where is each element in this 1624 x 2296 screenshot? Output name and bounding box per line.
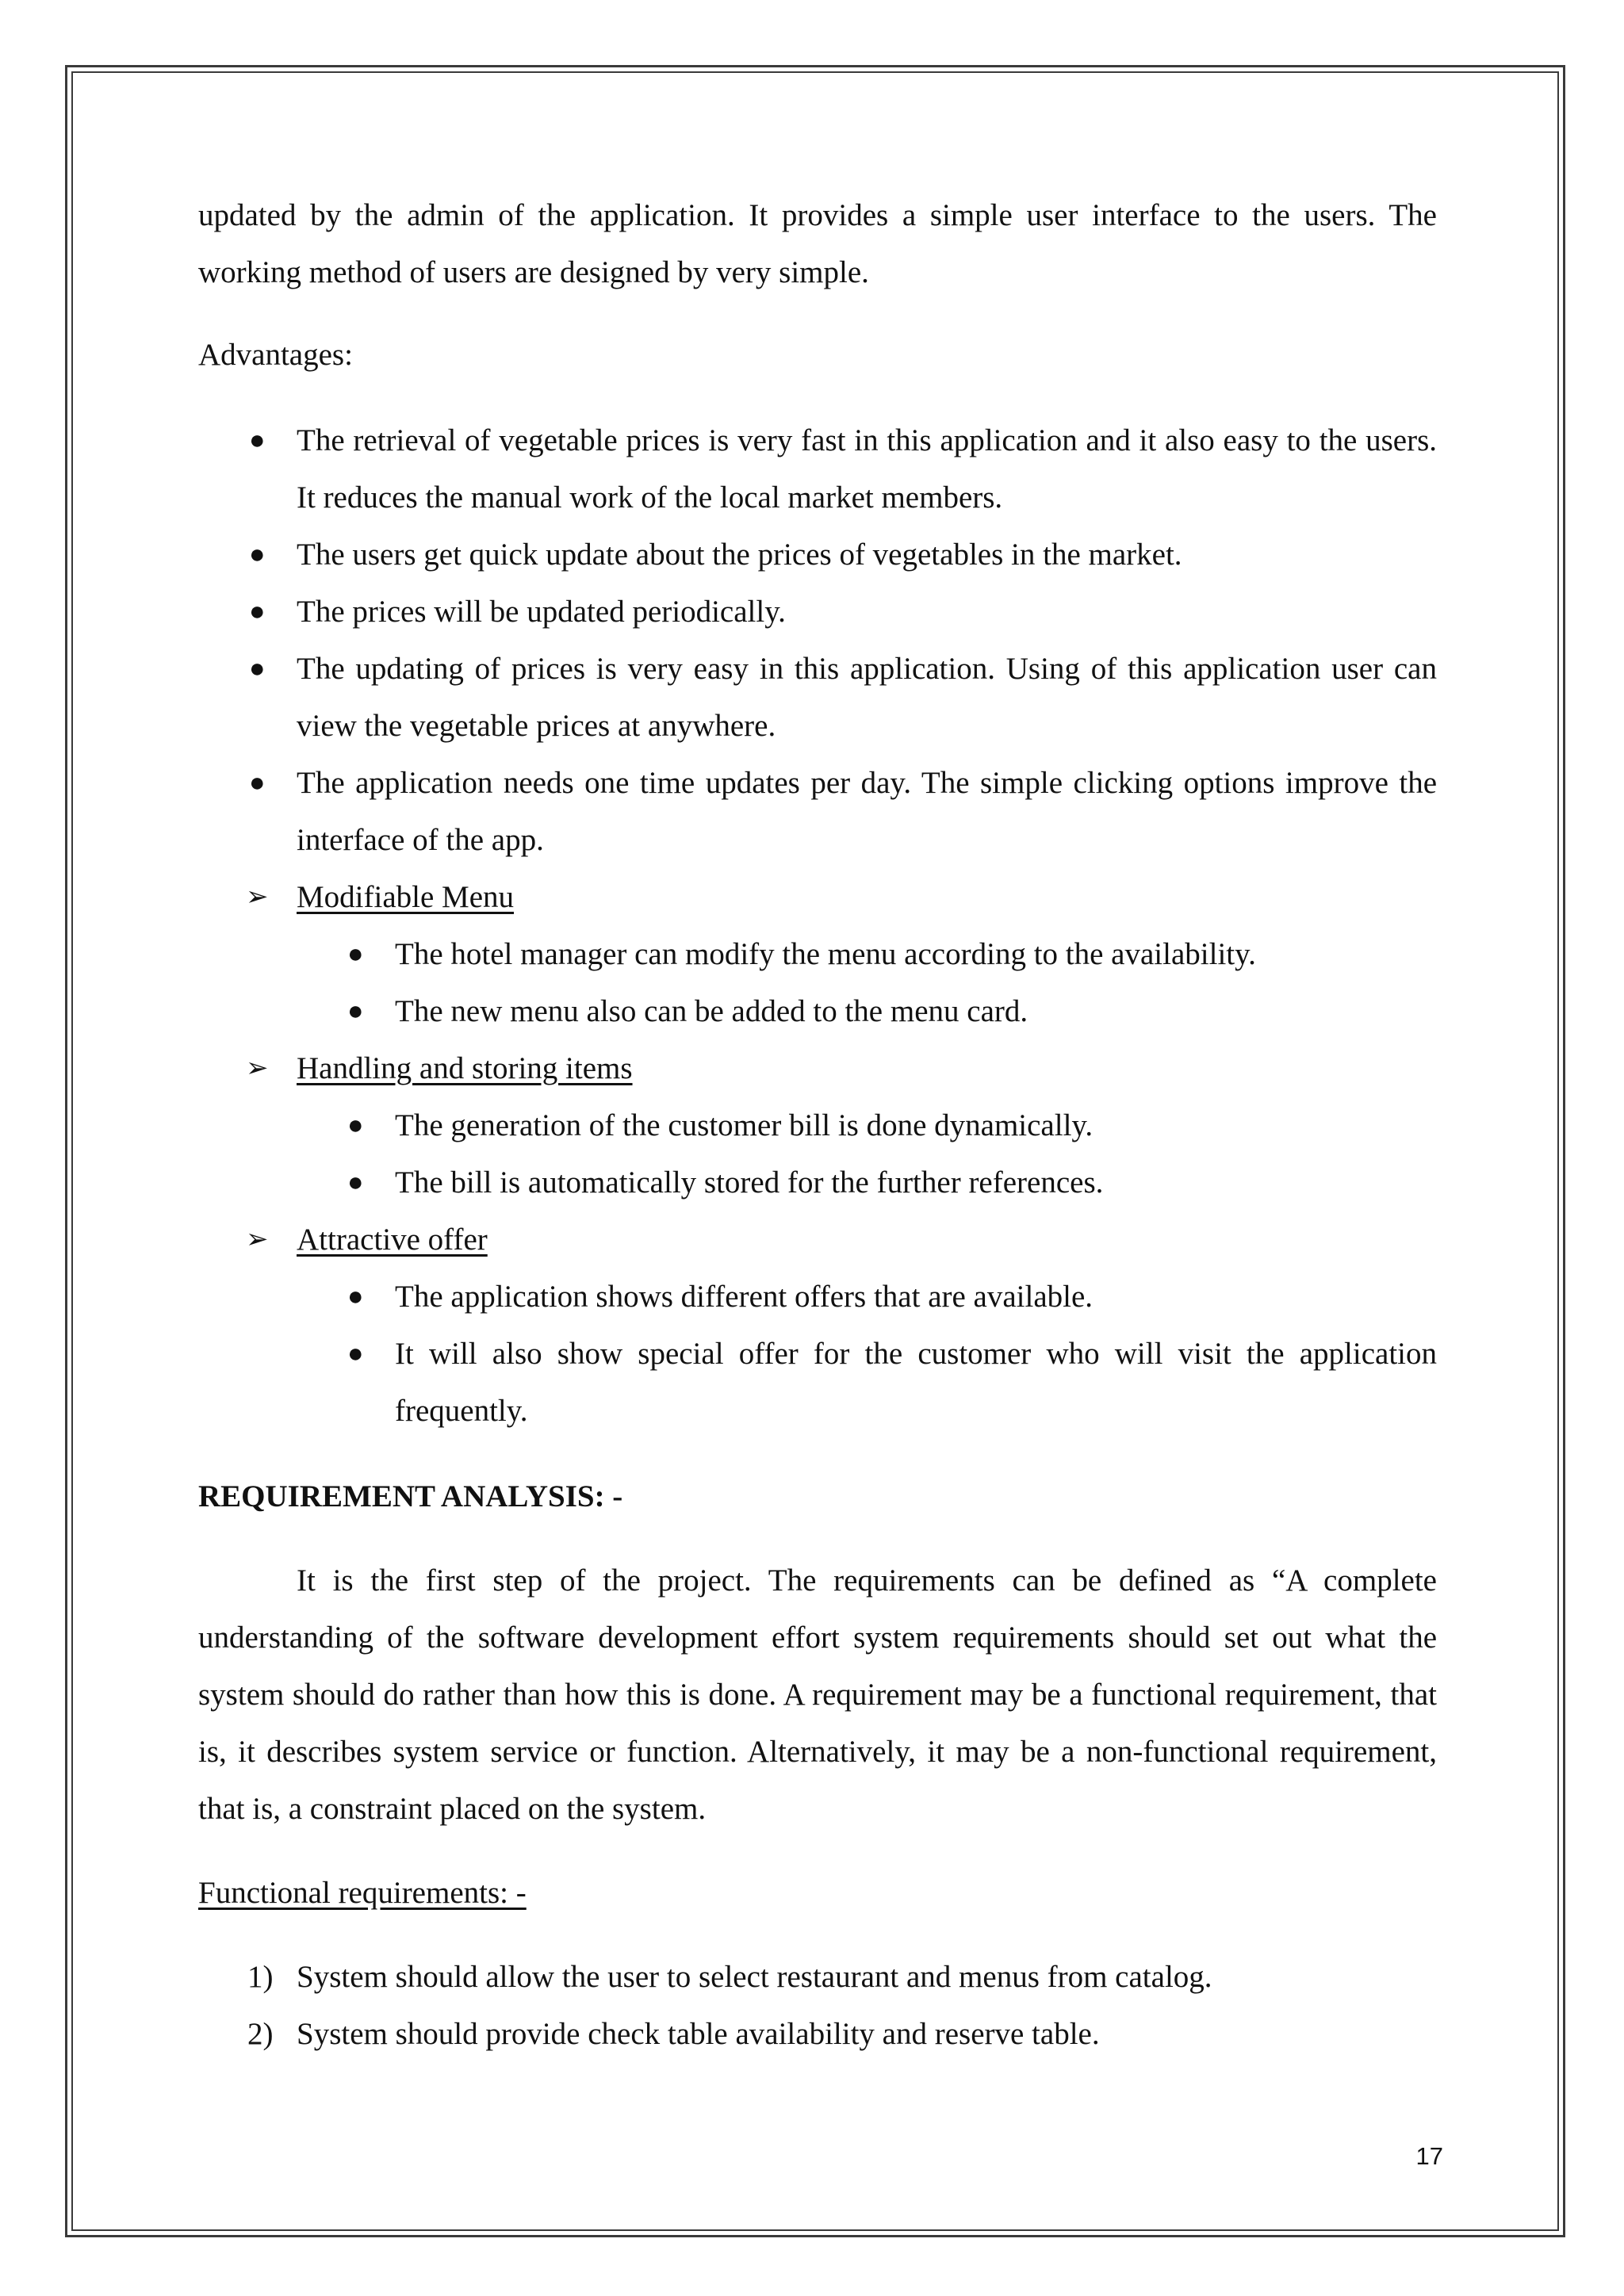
feature-sub-item: [198, 926, 1437, 983]
functional-requirements-heading: Functional requirements: -: [198, 1876, 527, 1910]
advantage-text: The application needs one time updates per day. The simple clicking options improve the interface of the app.: [297, 766, 1437, 857]
bullet-icon: ●: [249, 426, 266, 455]
advantage-item: [198, 526, 1437, 584]
advantage-item: [198, 584, 1437, 641]
feature-sub-item: [198, 1097, 1437, 1154]
feature-sub-text: The generation of the customer bill is done dynamically.: [395, 1108, 1094, 1142]
feature-sub-text: The hotel manager can modify the menu according to the availability.: [395, 937, 1256, 971]
feature-heading-item: [198, 1211, 1437, 1269]
bullet-icon: ●: [347, 1339, 364, 1368]
arrow-bullet-icon: ➢: [246, 1054, 269, 1083]
bullet-icon: ●: [249, 768, 266, 798]
arrow-bullet-icon: ➢: [246, 1225, 269, 1254]
feature-sub-text: The bill is automatically stored for the further references.: [395, 1165, 1104, 1200]
bullet-icon: ●: [347, 1168, 364, 1197]
feature-sub-item: [198, 1269, 1437, 1326]
feature-sub-item: [198, 983, 1437, 1040]
feature-title: Modifiable Menu: [297, 880, 515, 914]
requirement-analysis-heading: REQUIREMENT ANALYSIS: -: [198, 1479, 623, 1513]
feature-sub-text: It will also show special offer for the customer who will visit the application frequently.: [395, 1337, 1437, 1428]
feature-sub-item: [198, 1326, 1437, 1440]
requirement-number: 1): [247, 1960, 274, 1994]
arrow-bullet-icon: ➢: [246, 882, 269, 912]
advantage-item: [198, 755, 1437, 869]
functional-requirements-list: [198, 1949, 1437, 2063]
requirement-paragraph: It is the first step of the project. The requirements can be defined as “A complete understanding of the software development effort system requirements should set out what the system should do rather than how this is done. A requirement may be a functional requirement, that is, it describes system service or function. Alternatively, it may be a non-functional requirement, that is, a constraint placed on the system.: [198, 1563, 1437, 1826]
feature-title: Handling and storing items: [297, 1051, 633, 1085]
functional-requirement-item: [198, 1949, 1437, 2006]
advantage-text: The users get quick update about the prices of vegetables in the market.: [297, 538, 1182, 572]
advantage-item: [198, 641, 1437, 755]
requirement-text: System should allow the user to select restaurant and menus from catalog.: [297, 1960, 1212, 1994]
document-body: [198, 187, 1437, 2063]
feature-title: Attractive offer: [297, 1223, 488, 1257]
advantage-text: The retrieval of vegetable prices is very fast in this application and it also easy to the users. It reduces the manual work of the local market members.: [297, 423, 1437, 515]
bullet-icon: ●: [249, 540, 266, 569]
feature-heading-item: [198, 1040, 1437, 1097]
feature-heading-item: [198, 869, 1437, 926]
feature-sub-text: The application shows different offers that are available.: [395, 1280, 1094, 1314]
bullet-icon: ●: [347, 997, 364, 1026]
bullet-icon: ●: [347, 1111, 364, 1140]
page-number: 17: [1415, 2142, 1443, 2170]
bullet-icon: ●: [249, 597, 266, 626]
feature-sub-text: The new menu also can be added to the menu card.: [395, 994, 1028, 1028]
advantage-item: [198, 412, 1437, 526]
advantages-list: [198, 412, 1437, 869]
feature-sub-item: [198, 1154, 1437, 1211]
advantage-text: The updating of prices is very easy in this application. Using of this application user can view the vegetable prices at anywhere.: [297, 652, 1437, 743]
intro-paragraph: updated by the admin of the application. It provides a simple user interface to the users. The working method of users are designed by very simple.: [198, 198, 1437, 289]
advantage-text: The prices will be updated periodically.: [297, 595, 786, 629]
bullet-icon: ●: [347, 1282, 364, 1311]
feature-list: [198, 869, 1437, 1440]
requirement-number: 2): [247, 2017, 274, 2051]
bullet-icon: ●: [347, 939, 364, 969]
requirement-text: System should provide check table availability and reserve table.: [297, 2017, 1100, 2051]
bullet-icon: ●: [249, 654, 266, 683]
advantages-label: Advantages:: [198, 338, 353, 372]
functional-requirement-item: [198, 2006, 1437, 2063]
